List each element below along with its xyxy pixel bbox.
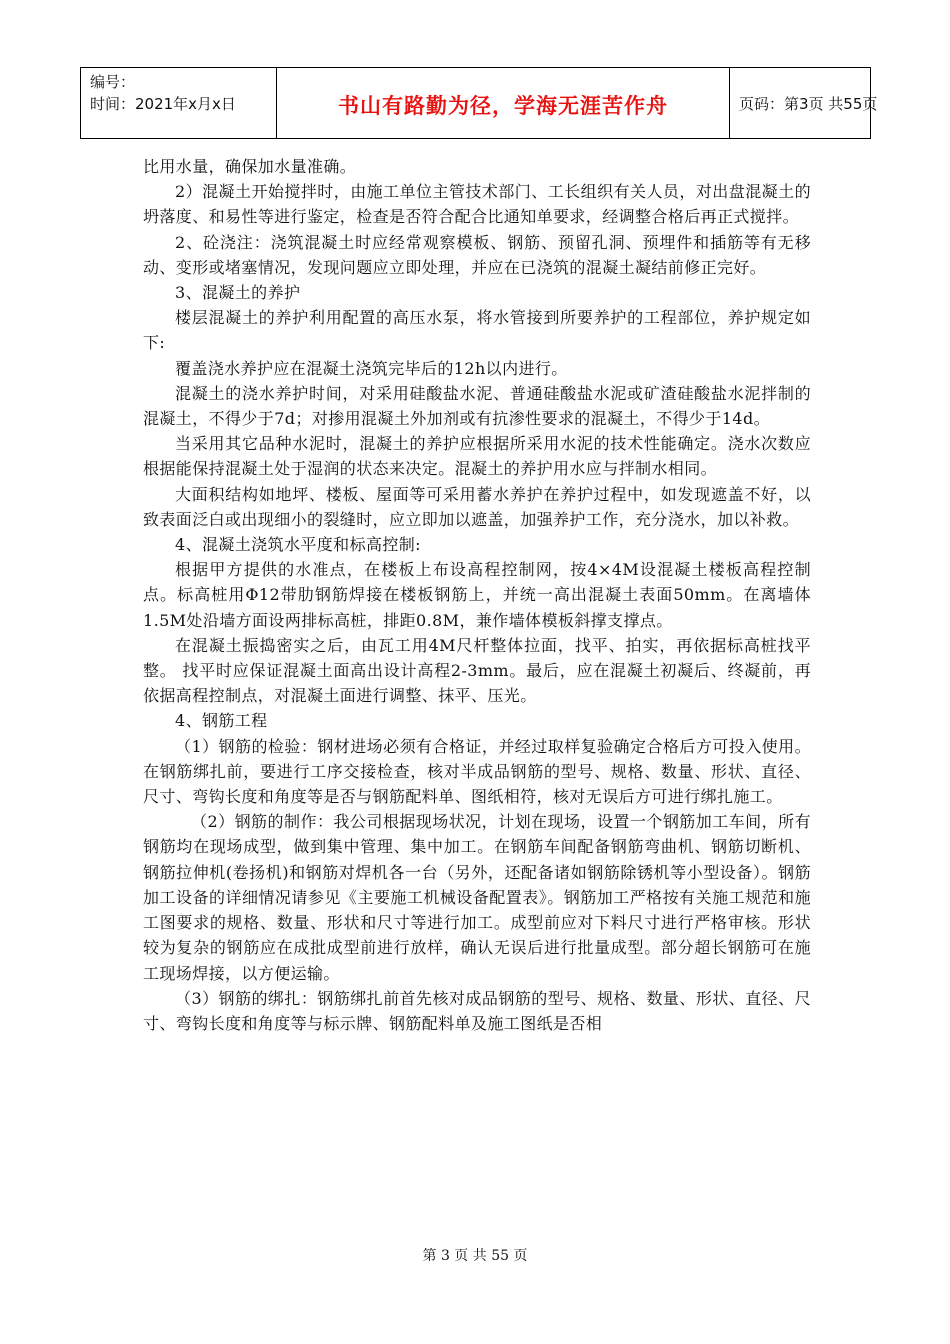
paragraph: 2、砼浇注：浇筑混凝土时应经常观察模板、钢筋、预留孔洞、预埋件和插筋等有无移动、变形或堵塞情况，发现问题应立即处理，并应在已浇筑的混凝土凝结前修正完好。 — [143, 232, 811, 277]
paragraph: 在混凝土振捣密实之后，由瓦工用4M尺杆整体拉面，找平、拍实，再依据标高桩找平整。 找平时应保证混凝土面高出设计高程2-3mm。最后，应在混凝土初凝后、终凝前，再依据高程控制点，对混凝土面进行调整、抹平、压光。 — [143, 635, 811, 706]
paragraph: 混凝土的浇水养护时间，对采用硅酸盐水泥、普通硅酸盐水泥或矿渣硅酸盐水泥拌制的混凝土，不得少于7d；对掺用混凝土外加剂或有抗渗性要求的混凝土，不得少于14d。 — [143, 383, 811, 429]
paragraph: 比用水量，确保加水量准确。 — [143, 157, 357, 176]
motto-text: 书山有路勤为径，学海无涯苦作舟 — [338, 94, 668, 118]
document-number-label: 编号： — [90, 73, 136, 91]
paragraph: 当采用其它品种水泥时，混凝土的养护应根据所采用水泥的技术性能确定。浇水次数应根据能保持混凝土处于湿润的状态来决定。混凝土的养护用水应与拌制水相同。 — [143, 434, 811, 479]
paragraph: 大面积结构如地坪、楼板、屋面等可采用蓄水养护在养护过程中，如发现遮盖不好，以致表面泛白或出现细小的裂缝时，应立即加以遮盖，加强养护工作，充分浇水，加以补救。 — [143, 484, 811, 529]
section-heading: 3、混凝土的养护 — [175, 283, 301, 303]
paragraph: 2）混凝土开始搅拌时，由施工单位主管技术部门、工长组织有关人员，对出盘混凝土的坍落度、和易性等进行鉴定，检查是否符合配合比通知单要求，经调整合格后再正式搅拌。 — [143, 182, 811, 227]
paragraph: （1）钢筋的检验：钢材进场必须有合格证，并经过取样复验确定合格后方可投入使用。在钢筋绑扎前，要进行工序交接检查，核对半成品钢筋的型号、规格、数量、形状、直径、尺寸、弯钩长度和角度等是否与钢筋配料单、图纸相符，核对无误后方可进行绑扎施工。 — [143, 736, 811, 807]
header-table — [80, 67, 878, 139]
section-heading: 4、钢筋工程 — [175, 711, 268, 731]
paragraph: 覆盖浇水养护应在混凝土浇筑完毕后的12h以内进行。 — [175, 358, 568, 378]
document-date-label: 时间：2021年x月x日 — [90, 95, 236, 113]
paragraph: 根据甲方提供的水准点，在楼板上布设高程控制网，按4×4M设混凝土楼板高程控制点。标高桩用Φ12带肋钢筋焊接在楼板钢筋上，并统一高出混凝土表面50mm。在离墙体1.5M处沿墙方面设两排标高桩，排距0.8M，兼作墙体模板斜撑支撑点。 — [143, 560, 811, 630]
paragraph: （2）钢筋的制作：我公司根据现场状况，计划在现场，设置一个钢筋加工车间，所有钢筋均在现场成型，做到集中管理、集中加工。在钢筋车间配备钢筋弯曲机、钢筋切断机、钢筋拉伸机(卷扬机)和钢筋对焊机各一台（另外，还配备诸如钢筋除锈机等小型设备）。钢筋加工设备的详细情况请参见《主要施工机械设备配置表》。钢筋加工严格按有关施工规范和施工图要求的规格、数量、形状和尺寸等进行加工。成型前应对下料尺寸进行严格审核。形状较为复杂的钢筋应在成批成型前进行放样，确认无误后进行批量成型。部分超长钢筋可在施工现场焊接，以方便运输。 — [143, 812, 811, 983]
paragraph: 楼层混凝土的养护利用配置的高压水泵，将水管接到所要养护的工程部位，养护规定如下: — [143, 308, 811, 353]
page-footer: 第 3 页 共 55 页 — [422, 1248, 528, 1264]
header-motto-cell — [277, 68, 730, 138]
section-heading: 4、混凝土浇筑水平度和标高控制: — [175, 535, 421, 555]
document-body — [143, 154, 811, 1036]
header-meta-cell — [81, 68, 277, 138]
header-page-cell — [730, 68, 878, 138]
header-page-label: 页码：第3页 共55页 — [739, 95, 878, 113]
paragraph: （3）钢筋的绑扎：钢筋绑扎前首先核对成品钢筋的型号、规格、数量、形状、直径、尺寸、弯钩长度和角度等与标示牌、钢筋配料单及施工图纸是否相 — [143, 988, 811, 1033]
